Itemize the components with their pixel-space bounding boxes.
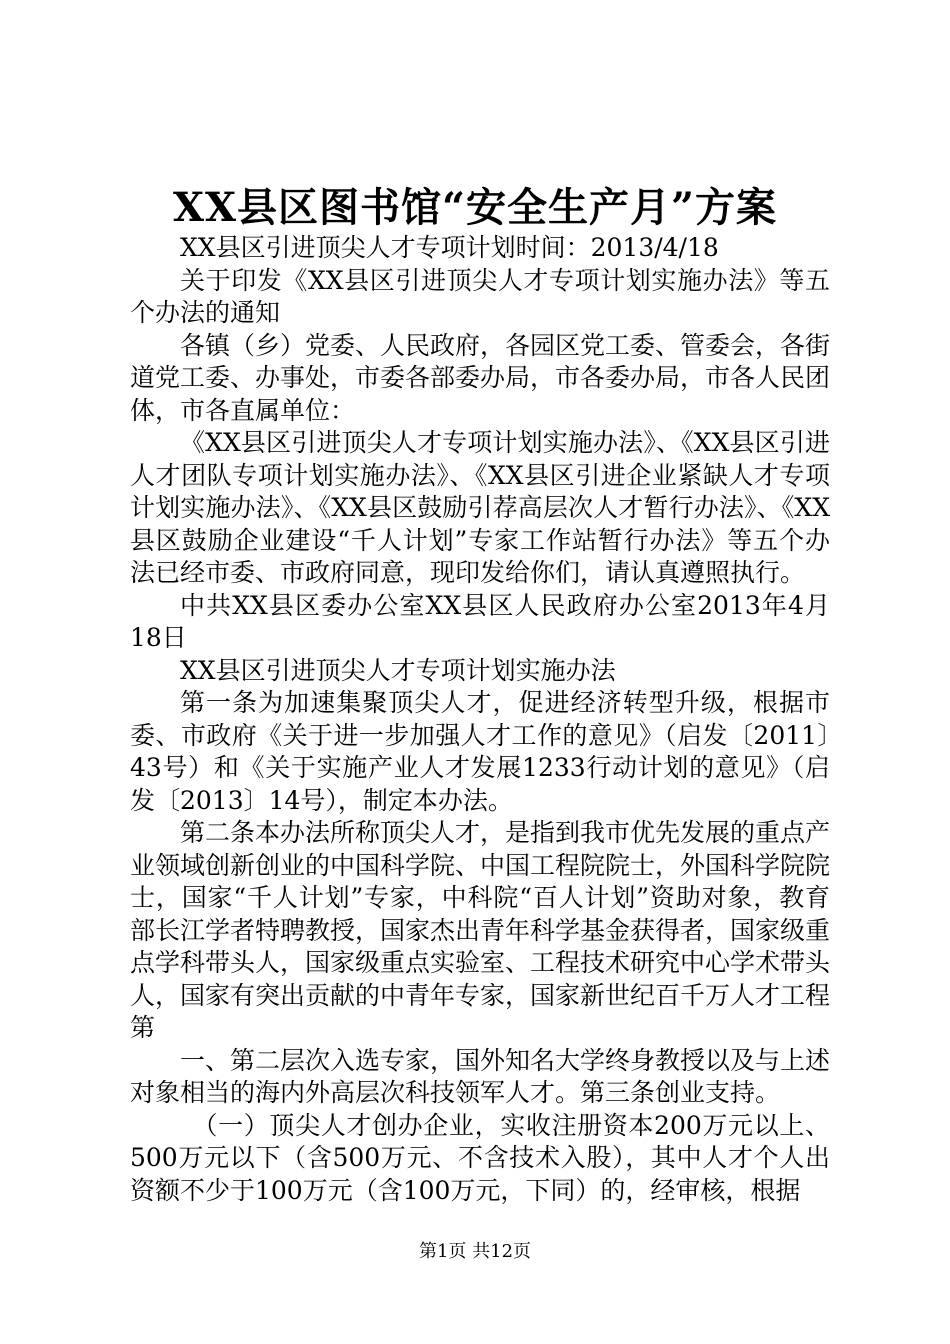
paragraph-measures-list: 《XX县区引进顶尖人才专项计划实施办法》、《XX县区引进人才团队专项计划实施办法》、《XX县区引进企业紧缺人才专项计划实施办法》、《XX县区鼓励引荐高层次人才暂行办法》、《XX县区鼓励企业建设“千人计划”专家工作站暂行办法》等五个办法已经市委、市政府同意，现印发给你们，请认真遵照执行。 bbox=[130, 428, 830, 587]
paragraph-date: XX县区引进顶尖人才专项计划时间：2013/4/18 bbox=[180, 233, 719, 262]
paragraph-article-1: 第一条为加速集聚顶尖人才，促进经济转型升级，根据市委、市政府《关于进一步加强人才工作的意见》（启发〔2011〕43号）和《关于实施产业人才发展1233行动计划的意见》（启发〔2013〕14号），制定本办法。 bbox=[130, 688, 830, 815]
paragraph-article-2-cont: 一、第二层次入选专家，国外知名大学终身教授以及与上述对象相当的海内外高层次科技领军人才。第三条创业支持。 bbox=[130, 1045, 831, 1107]
document-body bbox=[130, 232, 830, 1207]
paragraph-article-2: 第二条本办法所称顶尖人才，是指到我市优先发展的重点产业领域创新创业的中国科学院、中国工程院院士，外国科学院院士，国家“千人计划”专家，中科院“百人计划”资助对象，教育部长江学者特聘教授，国家杰出青年科学基金获得者，国家级重点学科带头人，国家级重点实验室、工程技术研究中心学术带头人，国家有突出贡献的中青年专家，国家新世纪百千万人才工程第 bbox=[130, 818, 831, 1042]
paragraph-notice-title: 关于印发《XX县区引进顶尖人才专项计划实施办法》等五个办法的通知 bbox=[130, 265, 830, 327]
paragraph-article-3-item-1: （一）顶尖人才创办企业，实收注册资本200万元以上、500万元以下（含500万元、不含技术入股），其中人才个人出资额不少于100万元（含100万元，下同）的，经审核，根据 bbox=[130, 1110, 830, 1205]
paragraph-measure-title: XX县区引进顶尖人才专项计划实施办法 bbox=[180, 655, 616, 685]
document-title: XX县区图书馆“安全生产月”方案 bbox=[172, 184, 778, 231]
page-number: 第1页 共12页 bbox=[418, 1241, 532, 1262]
paragraph-issuer: 中共XX县区委办公室XX县区人民政府办公室2013年4月18日 bbox=[130, 590, 830, 652]
paragraph-recipients: 各镇（乡）党委、人民政府，各园区党工委、管委会，各街道党工委、办事处，市委各部委办局，市各委办局，市各人民团体，市各直属单位： bbox=[130, 330, 831, 425]
